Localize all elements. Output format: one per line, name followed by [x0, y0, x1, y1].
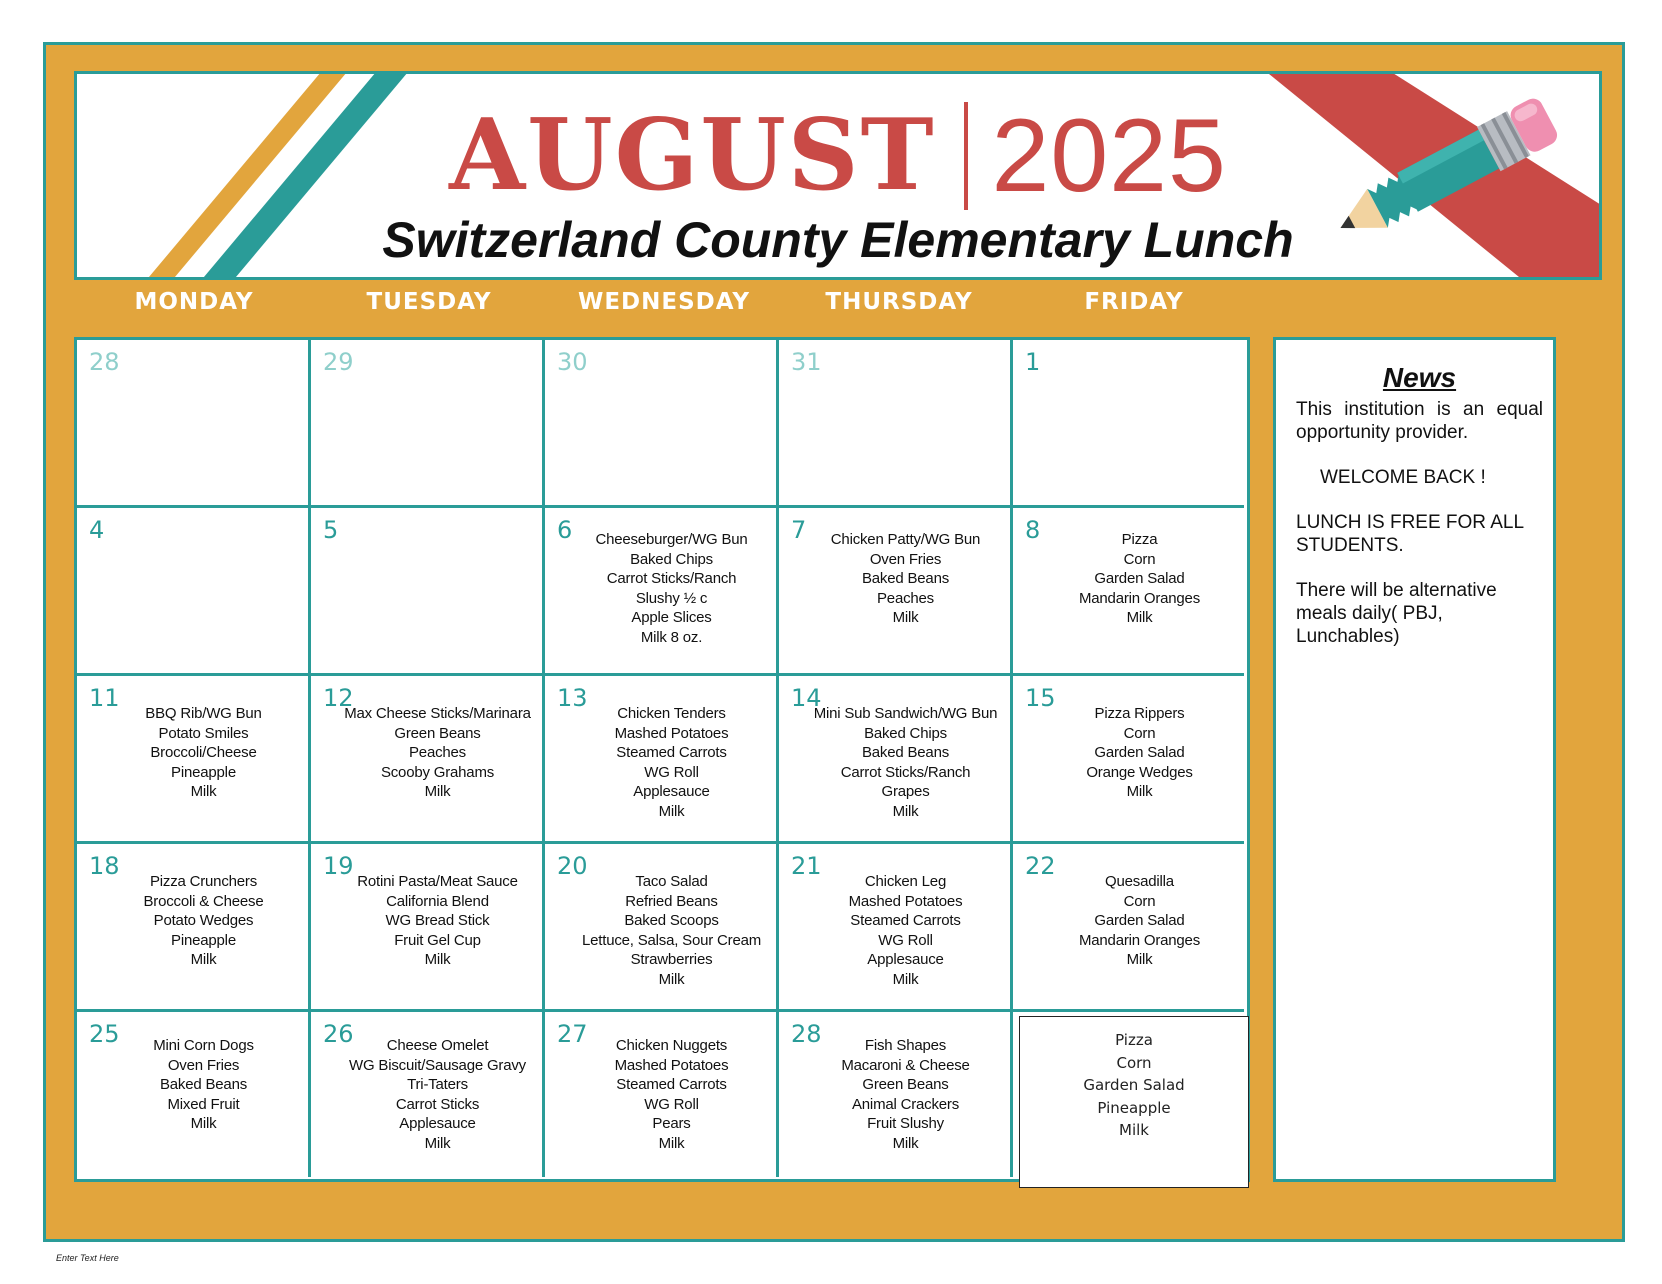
month-title: AUGUST [449, 98, 936, 213]
menu-item: Broccoli/Cheese [150, 744, 257, 761]
menu-item: Animal Crackers [851, 1095, 960, 1113]
menu-item: Strawberries [630, 951, 713, 968]
day-cell [545, 340, 779, 508]
menu-item: Applesauce [867, 951, 944, 968]
menu-item: Macaroni & Cheese [841, 1056, 970, 1074]
menu-list [575, 704, 768, 821]
day-cell [1013, 676, 1244, 844]
day-cell [77, 508, 311, 676]
menu-item: WG Bread Stick [385, 912, 490, 929]
day-number: 18 [89, 852, 120, 880]
menu-item: Garden Salad [1094, 570, 1185, 587]
menu-item: Cheeseburger/WG Bun [595, 531, 748, 548]
day-number: 14 [791, 684, 822, 712]
day-number: 15 [1025, 684, 1056, 712]
day-cell [779, 340, 1013, 508]
day-cell [77, 844, 311, 1012]
menu-item: Pizza [1121, 531, 1158, 548]
menu-item: Carrot Sticks/Ranch [606, 570, 737, 587]
menu-item: Slushy ½ c [635, 589, 708, 607]
menu-list [1043, 704, 1236, 802]
day-number: 30 [557, 348, 588, 376]
menu-item: Green Beans [862, 1076, 949, 1093]
day-cell [77, 676, 311, 844]
menu-item: Mashed Potatoes [614, 1056, 729, 1074]
day-header-thursday: THURSDAY [825, 289, 973, 315]
menu-item: Milk [190, 1115, 217, 1132]
menu-item: Mashed Potatoes [848, 892, 963, 910]
menu-item: Orange Wedges [1086, 763, 1193, 781]
menu-item: Milk [424, 1134, 451, 1152]
day-cell [545, 844, 779, 1012]
day-cell [311, 1012, 545, 1177]
menu-item: Milk [1126, 951, 1153, 968]
day-number: 8 [1025, 516, 1041, 544]
menu-item: Milk [424, 783, 451, 800]
menu-item: Corn [1123, 724, 1156, 742]
menu-item: Steamed Carrots [616, 1076, 727, 1093]
news-panel [1273, 337, 1556, 1182]
day-cell [779, 844, 1013, 1012]
menu-item: Fruit Slushy [867, 1115, 944, 1132]
menu-list [809, 704, 1002, 821]
menu-item: Baked Scoops [624, 912, 719, 929]
menu-list [341, 704, 534, 802]
day-header-tuesday: TUESDAY [366, 289, 492, 315]
menu-item: WG Roll [878, 931, 933, 949]
menu-item: Chicken Nuggets [615, 1037, 728, 1054]
day-cell [1013, 508, 1244, 676]
day-number: 12 [323, 684, 354, 712]
menu-item: Garden Salad [1094, 912, 1185, 929]
menu-item: Mixed Fruit [167, 1095, 240, 1113]
menu-item: Milk [1119, 1121, 1149, 1139]
menu-item: Milk [892, 609, 919, 626]
menu-item: Milk [892, 1134, 919, 1152]
day-number: 4 [89, 516, 105, 544]
day-header-monday: MONDAY [134, 289, 254, 315]
menu-item: Garden Salad [1094, 744, 1185, 761]
menu-list [107, 872, 300, 970]
special-menu-box [1019, 1016, 1249, 1188]
menu-item: Chicken Patty/WG Bun [830, 531, 981, 548]
menu-item: Taco Salad [635, 873, 708, 890]
menu-item: Mandarin Oranges [1078, 589, 1201, 607]
menu-item: Baked Beans [861, 744, 950, 761]
menu-item: Pineapple [171, 931, 236, 949]
menu-item: Steamed Carrots [616, 744, 727, 761]
day-number: 13 [557, 684, 588, 712]
menu-item: Chicken Tenders [617, 705, 726, 722]
day-cell [311, 340, 545, 508]
calendar-frame [43, 42, 1625, 1242]
day-cell [779, 676, 1013, 844]
menu-item: Oven Fries [869, 550, 942, 568]
menu-item: Mini Corn Dogs [153, 1037, 254, 1054]
menu-list [809, 872, 1002, 989]
menu-item: Milk [658, 1134, 685, 1152]
day-number: 29 [323, 348, 354, 376]
menu-item: Carrot Sticks/Ranch [840, 763, 971, 781]
menu-item: Max Cheese Sticks/Marinara [344, 705, 531, 722]
menu-item: Potato Wedges [153, 912, 254, 929]
menu-item: Lettuce, Salsa, Sour Cream [581, 931, 762, 949]
news-alternative-meals: There will be alternative meals daily( PBJ, Lunchables) [1296, 580, 1497, 647]
menu-list [107, 1036, 300, 1134]
day-cell [545, 1012, 779, 1177]
day-number: 28 [791, 1020, 822, 1048]
menu-item: Milk [892, 802, 919, 820]
menu-item: Fruit Gel Cup [394, 931, 481, 949]
menu-list [575, 1036, 768, 1153]
day-cell [77, 340, 311, 508]
day-number: 1 [1025, 348, 1041, 376]
menu-item: Pizza [1115, 1031, 1153, 1049]
menu-item: Pizza Crunchers [149, 873, 258, 890]
menu-item: Milk [892, 970, 919, 988]
year-title: 2025 [991, 98, 1227, 214]
day-cell [545, 676, 779, 844]
menu-item: Corn [1116, 1053, 1152, 1072]
day-headers [74, 289, 1250, 329]
menu-item: Pineapple [1097, 1098, 1171, 1117]
menu-list [1043, 530, 1236, 628]
menu-item: Baked Beans [159, 1076, 248, 1093]
menu-item: Cheese Omelet [386, 1037, 489, 1054]
day-cell [311, 676, 545, 844]
day-header-wednesday: WEDNESDAY [577, 289, 751, 315]
menu-list [341, 872, 534, 970]
menu-item: Quesadilla [1105, 873, 1174, 890]
menu-item: Grapes [881, 783, 930, 800]
menu-item: Pizza Rippers [1094, 705, 1185, 722]
menu-item: Milk [658, 970, 685, 988]
day-cell [311, 508, 545, 676]
menu-item: Milk [424, 951, 451, 968]
menu-item: Milk 8 oz. [640, 628, 703, 646]
menu-item: Garden Salad [1083, 1076, 1185, 1094]
pencil-icon [1307, 86, 1577, 261]
menu-item: Potato Smiles [158, 724, 249, 742]
menu-item: Mini Sub Sandwich/WG Bun [813, 705, 998, 722]
day-number: 20 [557, 852, 588, 880]
menu-list [575, 872, 768, 989]
calendar-grid [74, 337, 1250, 1182]
day-number: 7 [791, 516, 807, 544]
day-number: 21 [791, 852, 822, 880]
day-number: 27 [557, 1020, 588, 1048]
menu-item: Carrot Sticks [395, 1095, 480, 1113]
menu-item: Apple Slices [631, 609, 712, 626]
menu-item: Tri-Taters [407, 1076, 468, 1093]
menu-item: Refried Beans [625, 892, 718, 910]
menu-item: Mashed Potatoes [614, 724, 729, 742]
menu-item: Pineapple [171, 763, 236, 781]
menu-item: Corn [1123, 892, 1156, 910]
menu-item: Steamed Carrots [850, 912, 961, 929]
menu-item: Corn [1123, 550, 1156, 568]
calendar-subtitle: Switzerland County Elementary Lunch [382, 212, 1294, 268]
day-number: 25 [89, 1020, 120, 1048]
day-number: 28 [89, 348, 120, 376]
day-number: 11 [89, 684, 120, 712]
menu-item: Broccoli & Cheese [143, 892, 264, 910]
day-cell [1013, 844, 1244, 1012]
menu-list [107, 704, 300, 802]
day-cell [545, 508, 779, 676]
footer-note: Enter Text Here [56, 1253, 119, 1263]
menu-item: Baked Chips [630, 550, 713, 568]
menu-item: Peaches [409, 744, 466, 761]
news-free-lunch: LUNCH IS FREE FOR ALL STUDENTS. [1296, 512, 1524, 556]
menu-item: Milk [658, 802, 685, 820]
title-divider [964, 102, 968, 210]
menu-item: WG Roll [644, 763, 699, 781]
menu-item: Oven Fries [167, 1056, 240, 1074]
menu-list [809, 530, 1002, 628]
menu-item: Milk [1126, 783, 1153, 800]
menu-item: Baked Chips [864, 724, 947, 742]
menu-item: Peaches [877, 589, 934, 607]
day-number: 26 [323, 1020, 354, 1048]
news-equal-opportunity: This institution is an equal opportunity provider. [1296, 399, 1543, 443]
day-cell [779, 508, 1013, 676]
menu-item: Mandarin Oranges [1078, 931, 1201, 949]
calendar-header [74, 71, 1602, 280]
menu-item: WG Biscuit/Sausage Gravy [349, 1056, 526, 1074]
day-cell [311, 844, 545, 1012]
menu-item: Rotini Pasta/Meat Sauce [357, 873, 518, 890]
menu-item: California Blend [386, 892, 489, 910]
day-header-friday: FRIDAY [1084, 289, 1184, 315]
menu-item: Scooby Grahams [380, 763, 495, 781]
news-title: News [1382, 362, 1457, 393]
news-welcome-back: WELCOME BACK ! [1320, 467, 1486, 488]
day-number: 22 [1025, 852, 1056, 880]
menu-item: Milk [1126, 609, 1153, 626]
day-number: 19 [323, 852, 354, 880]
menu-list [809, 1036, 1002, 1153]
menu-item: Pears [652, 1115, 691, 1132]
menu-item: Applesauce [633, 783, 710, 800]
menu-item: Baked Beans [861, 570, 950, 587]
menu-item: Chicken Leg [864, 873, 947, 890]
day-cell [779, 1012, 1013, 1177]
day-cell [77, 1012, 311, 1177]
day-number: 6 [557, 516, 573, 544]
day-number: 31 [791, 348, 822, 376]
menu-list [575, 530, 768, 647]
menu-item: Fish Shapes [864, 1037, 947, 1054]
menu-item: WG Roll [644, 1095, 699, 1113]
menu-list [341, 1036, 534, 1153]
menu-list [1043, 872, 1236, 970]
menu-item: BBQ Rib/WG Bun [145, 705, 262, 722]
day-number: 5 [323, 516, 339, 544]
menu-item: Green Beans [394, 724, 481, 742]
day-cell [1013, 340, 1244, 508]
menu-item: Applesauce [399, 1115, 476, 1132]
menu-item: Milk [190, 951, 217, 968]
menu-item: Milk [190, 783, 217, 800]
